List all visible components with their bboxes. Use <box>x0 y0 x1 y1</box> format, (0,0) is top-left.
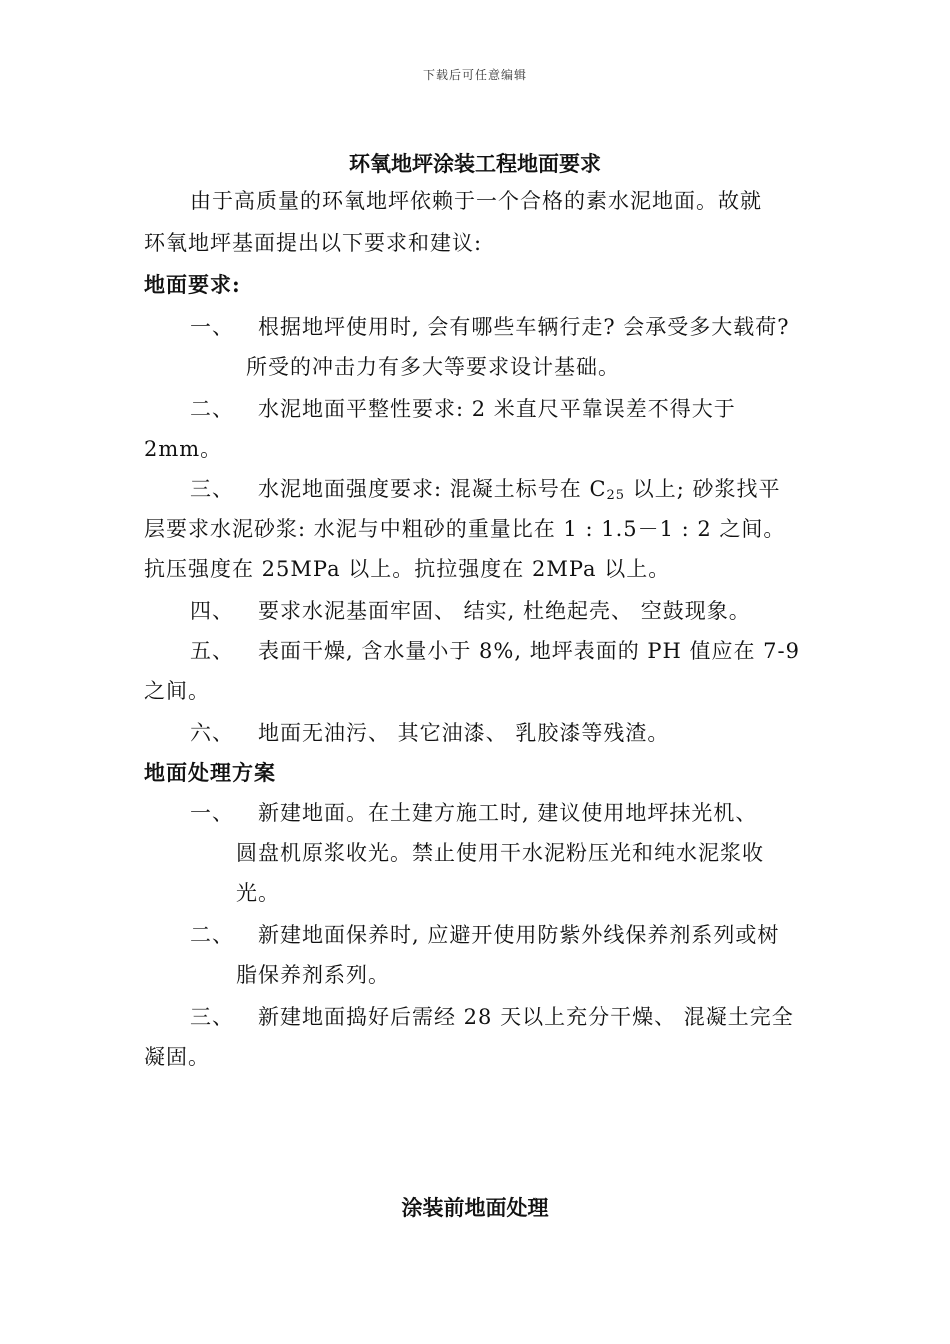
item-number: 六、 <box>190 721 234 745</box>
list-item <box>190 312 790 342</box>
list-item <box>190 1002 794 1032</box>
item-number: 二、 <box>190 397 234 421</box>
item-text: 新建地面保养时, 应避开使用防紫外线保养剂系列或树 <box>258 923 780 947</box>
header-note: 下载后可任意编辑 <box>422 68 527 82</box>
list-item-continuation: 凝固。 <box>144 1045 210 1069</box>
item-number: 一、 <box>190 315 234 339</box>
item-number: 三、 <box>190 1005 234 1029</box>
subscript: 25 <box>606 488 626 503</box>
list-item-continuation: 层要求水泥砂浆: 水泥与中粗砂的重量比在 1 : 1.5－1 : 2 之间。 <box>144 517 786 541</box>
list-item-continuation: 之间。 <box>144 679 210 703</box>
item-text: C <box>589 477 607 501</box>
list-item <box>190 474 781 511</box>
list-item-continuation: 所受的冲击力有多大等要求设计基础。 <box>246 355 620 379</box>
list-item <box>190 798 757 828</box>
item-number: 三、 <box>190 477 234 501</box>
document-title: 环氧地坪涂装工程地面要求 <box>349 151 601 176</box>
item-number: 一、 <box>190 801 234 825</box>
list-item-continuation: 圆盘机原浆收光。禁止使用干水泥粉压光和纯水泥浆收 <box>236 841 764 865</box>
list-item <box>190 394 736 424</box>
item-text: 要求水泥基面牢固、 结实, 杜绝起壳、 空鼓现象。 <box>258 599 751 623</box>
item-number: 四、 <box>190 599 234 623</box>
list-item-continuation: 2mm。 <box>144 437 223 461</box>
item-number: 五、 <box>190 639 234 663</box>
section-heading-requirements: 地面要求: <box>144 272 241 297</box>
item-text: 表面干燥, 含水量小于 8%, 地坪表面的 PH 值应在 7-9 <box>258 639 800 663</box>
list-item <box>190 718 669 748</box>
item-text: 新建地面捣好后需经 28 天以上充分干燥、 混凝土完全 <box>258 1005 794 1029</box>
list-item-continuation: 抗压强度在 25MPa 以上。抗拉强度在 2MPa 以上。 <box>144 557 671 581</box>
list-item <box>190 636 800 666</box>
list-item-continuation: 脂保养剂系列。 <box>236 963 390 987</box>
item-text: 水泥地面平整性要求: 2 米直尺平靠误差不得大于 <box>258 397 736 421</box>
item-number: 二、 <box>190 923 234 947</box>
item-text: 根据地坪使用时, 会有哪些车辆行走? 会承受多大载荷? <box>258 315 790 339</box>
item-text: 新建地面。在土建方施工时, 建议使用地坪抹光机、 <box>258 801 758 825</box>
intro-line-2: 环氧地坪基面提出以下要求和建议: <box>144 231 483 255</box>
item-text: 以上; 砂浆找平 <box>625 477 781 501</box>
list-item <box>190 920 779 950</box>
section-heading-treatment-plan: 地面处理方案 <box>144 760 276 785</box>
item-text: 地面无油污、 其它油漆、 乳胶漆等残渣。 <box>258 721 670 745</box>
list-item-continuation: 光。 <box>236 881 280 905</box>
item-text: 水泥地面强度要求: 混凝土标号在 <box>258 477 590 501</box>
section-title-pre-coating: 涂装前地面处理 <box>401 1195 549 1220</box>
list-item <box>190 596 751 626</box>
intro-line-1: 由于高质量的环氧地坪依赖于一个合格的素水泥地面。故就 <box>190 189 762 213</box>
